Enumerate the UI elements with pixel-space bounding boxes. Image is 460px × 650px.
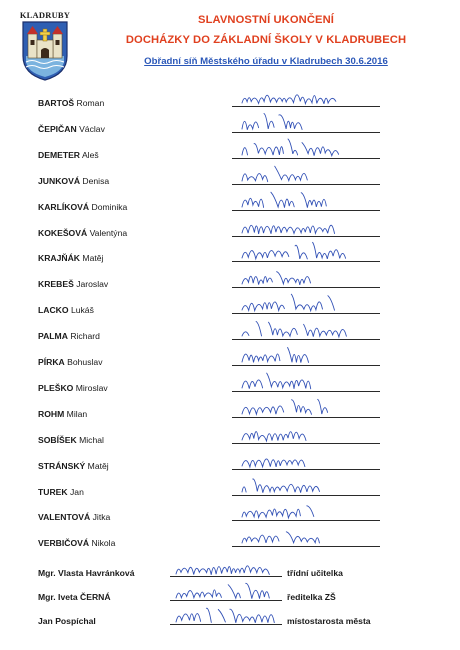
student-first-name: Aleš — [81, 149, 99, 160]
student-surname: LACKO — [38, 305, 69, 316]
handwritten-signature — [232, 109, 380, 135]
student-first-name: Matěj — [82, 253, 104, 264]
student-row — [0, 423, 460, 447]
student-first-name: Jan — [70, 486, 84, 497]
student-surname: PALMA — [38, 331, 68, 342]
student-name — [38, 461, 109, 471]
handwritten-signature — [232, 394, 380, 420]
staff-role: místostarosta města — [287, 616, 371, 626]
student-row — [0, 371, 460, 395]
page-subtitle: Obřadní síň Městského úřadu v Kladrubech 30.6.2016 — [144, 56, 388, 67]
student-first-name: Valentýna — [89, 227, 128, 238]
handwritten-signature — [232, 342, 380, 368]
student-name — [38, 357, 103, 367]
crest-shield-icon — [20, 20, 70, 82]
student-first-name: Václav — [79, 123, 105, 134]
crest-label: KLADRUBY — [19, 10, 71, 20]
handwritten-signature — [232, 161, 380, 187]
student-first-name: Bohuslav — [67, 357, 103, 367]
student-name — [38, 202, 127, 212]
student-row — [0, 164, 460, 188]
student-name — [38, 409, 87, 419]
student-name — [38, 228, 127, 238]
student-name — [38, 383, 108, 393]
student-name — [38, 150, 99, 160]
student-row — [0, 319, 460, 343]
student-first-name: Milan — [66, 408, 88, 419]
student-first-name: Miroslav — [75, 382, 108, 393]
student-row — [0, 449, 460, 473]
handwritten-signature — [168, 600, 284, 628]
student-surname: SOBÍŠEK — [38, 434, 77, 445]
student-name — [38, 305, 94, 315]
handwritten-signature — [232, 446, 380, 472]
student-first-name: Jitka — [92, 512, 111, 523]
student-row — [0, 526, 460, 550]
student-row — [0, 397, 460, 421]
staff-name: Mgr. Iveta ČERNÁ — [38, 592, 111, 602]
student-first-name: Richard — [70, 331, 100, 342]
handwritten-signature — [232, 213, 380, 239]
handwritten-signature — [232, 187, 380, 213]
handwritten-signature — [232, 290, 380, 316]
handwritten-signature — [232, 368, 380, 394]
student-surname: ČEPIČAN — [38, 123, 77, 134]
student-surname: STRÁNSKÝ — [38, 460, 86, 471]
student-surname: JUNKOVÁ — [38, 175, 81, 186]
student-row — [0, 345, 460, 369]
student-first-name: Matěj — [87, 460, 109, 471]
student-surname: VALENTOVÁ — [38, 512, 91, 523]
student-row — [0, 267, 460, 291]
page-title: SLAVNOSTNÍ UKONČENÍ — [198, 14, 334, 26]
student-first-name: Dominika — [91, 201, 128, 212]
staff-role: ředitelka ZŠ — [287, 592, 336, 602]
handwritten-signature — [232, 472, 380, 498]
student-name — [38, 435, 104, 445]
student-surname: PÍRKA — [38, 357, 65, 367]
student-row — [0, 86, 460, 110]
student-first-name: Jaroslav — [76, 279, 109, 290]
student-name — [38, 487, 84, 497]
staff-row — [0, 604, 460, 628]
student-row — [0, 112, 460, 136]
student-surname: ROHM — [38, 408, 65, 419]
student-row — [0, 293, 460, 317]
handwritten-signature — [232, 135, 380, 161]
student-first-name: Denisa — [82, 175, 110, 186]
student-surname: KOKEŠOVÁ — [38, 227, 88, 238]
staff-name: Mgr. Vlasta Havránková — [38, 568, 135, 578]
handwritten-signature — [232, 238, 380, 264]
student-name — [38, 279, 108, 289]
staff-name: Jan Pospíchal — [38, 616, 96, 626]
handwritten-signature — [232, 523, 380, 549]
student-row — [0, 216, 460, 240]
student-first-name: Nikola — [91, 538, 116, 549]
student-first-name: Roman — [76, 98, 105, 108]
student-row — [0, 475, 460, 499]
student-surname: BARTOŠ — [38, 98, 75, 108]
student-first-name: Michal — [79, 434, 104, 445]
handwritten-signature — [232, 497, 380, 523]
student-surname: VERBIČOVÁ — [38, 538, 90, 549]
page-title-line-2: DOCHÁZKY DO ZÁKLADNÍ ŠKOLY V KLADRUBECH — [125, 34, 407, 46]
student-surname: KARLÍKOVÁ — [38, 201, 90, 212]
student-row — [0, 138, 460, 162]
student-name — [38, 253, 103, 263]
student-first-name: Lukáš — [70, 305, 94, 316]
handwritten-signature — [232, 316, 380, 342]
student-surname: KRAJŇÁK — [38, 253, 81, 264]
student-name — [38, 331, 100, 341]
student-name — [38, 512, 110, 522]
student-surname: KREBEŠ — [38, 279, 74, 290]
student-name — [38, 538, 115, 548]
handwritten-signature — [232, 83, 380, 109]
staff-role: třídní učitelka — [287, 568, 343, 578]
student-row — [0, 500, 460, 524]
student-row — [0, 241, 460, 265]
student-name — [38, 98, 104, 108]
town-crest — [18, 10, 72, 84]
student-row — [0, 190, 460, 214]
student-surname: DEMETER — [38, 149, 81, 160]
handwritten-signature — [232, 420, 380, 446]
student-surname: PLEŠKO — [38, 382, 74, 393]
handwritten-signature — [232, 264, 380, 290]
student-surname: TUREK — [38, 486, 68, 497]
student-name — [38, 124, 105, 134]
student-name — [38, 176, 109, 186]
